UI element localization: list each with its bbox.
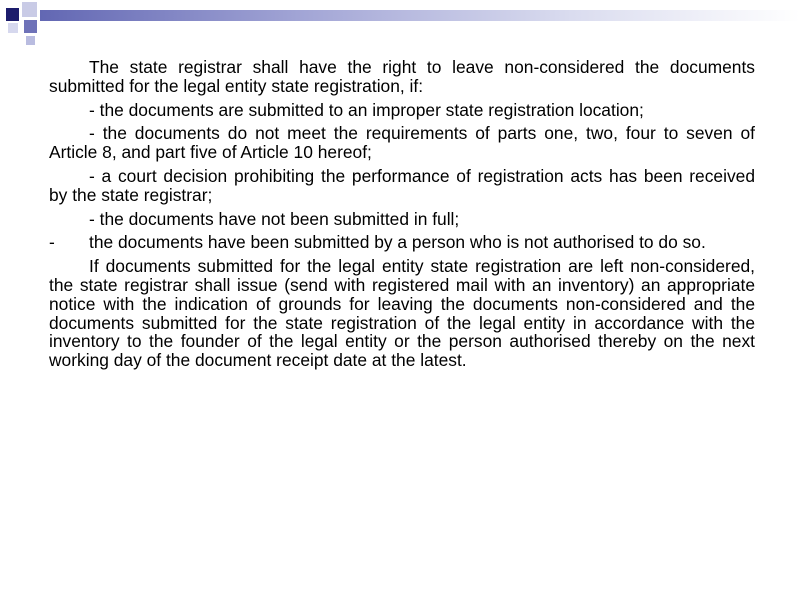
list-item: - a court decision prohibiting the performance of registration acts has been received by the state registrar; (49, 165, 755, 205)
conclusion-paragraph: If documents submitted for the legal entity state registration are left non-considered, the state registrar shall issue (send with registered mail with an inventory) an appropriate notice with the indication of grounds for leaving the documents non-considered and the documents submitted for the state registration of the legal entity in accordance with the inventory to the founder of the legal entity or the person authorised thereby on the next working day of the document receipt date at the latest. (49, 256, 755, 371)
decor-square-light (26, 36, 35, 45)
decor-square-light (8, 23, 18, 33)
header-gradient-bar (40, 10, 800, 21)
list-item-text: the documents have been submitted by a person who is not authorised to do so. (89, 232, 706, 253)
intro-paragraph: The state registrar shall have the right to leave non-considered the documents submitted for the legal entity state registration, if: (49, 57, 755, 96)
decor-square-dark (6, 8, 19, 21)
slide-body (49, 58, 755, 375)
list-item: - the documents do not meet the requirements of parts one, two, four to seven of Article 8, and part five of Article 10 hereof; (49, 123, 755, 163)
list-item: - the documents are submitted to an improper state registration location; (89, 99, 644, 120)
bullet-marker: - (49, 232, 55, 253)
decor-square-mid (24, 20, 37, 33)
decor-square-light (22, 2, 37, 17)
list-item-bulleted (49, 233, 755, 252)
list-item: - the documents have not been submitted in full; (89, 208, 460, 229)
header-decoration (0, 0, 800, 50)
